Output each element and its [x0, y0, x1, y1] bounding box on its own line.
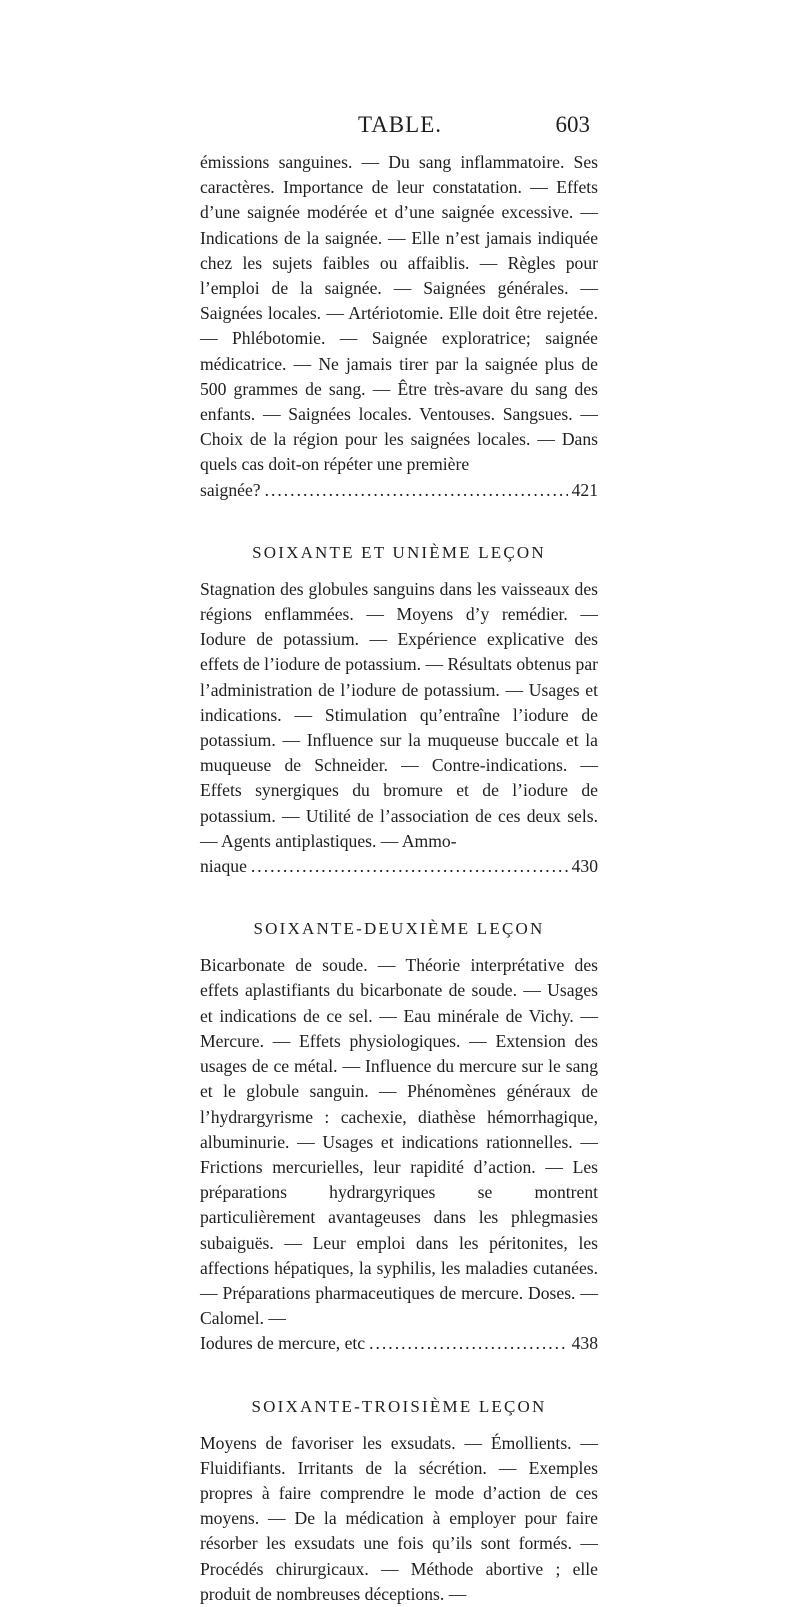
entry-last-line-text: Iodures de mercure, etc [200, 1333, 366, 1354]
entry-page-ref: 438 [571, 1333, 598, 1354]
entry-text: Moyens de favoriser les exsudats. — Émollients. — Fluidifiants. Irritants de la sécrétion. — Exemples propres à faire comprendre le mode d’action de ces moyens. — De la médication à employer pour faire résorber les exsudats une fois qu’ils sont formés. — Procédés chirurgicaux. — Méthode abortive ; elle produit de nombreuses déceptions. — [200, 1432, 598, 1604]
toc-entry-continued [200, 150, 598, 503]
page-number: 603 [555, 112, 590, 137]
entry-text: Stagnation des globules sanguins dans les vaisseaux des régions enflammées. — Moyens d’y remédier. — Iodure de potassium. — Expérience explicative des effets de l’iodure de potassium. — Résultats obtenus par l’administration de l’iodure de potassium. — Usages et indications. — Stimulation qu’entraîne l’iodure de potassium. — Influence sur la muqueuse buccale et la muqueuse de Schneider. — Contre-indications. — Effets synergiques du bromure et de l’iodure de potassium. — Utilité de l’association de ces deux sels. — Agents antiplastiques. — Ammo- [200, 578, 598, 851]
entry-text: Bicarbonate de soude. — Théorie interprétative des effets aplastifiants du bicarbonate de soude. — Usages et indications de ce sel. — Eau minérale de Vichy. — Mercure. — Effets physiologiques. — Extension des usages de ce métal. — Influence du mercure sur le sang et le globule sanguin. — Phénomènes généraux de l’hydrargyrisme : cachexie, diathèse hémorrhagique, albuminurie. — Usages et indications rationnelles. — Frictions mercurielles, leur rapidité d’action. — Les préparations hydrargyriques se montrent particulièrement avantageuses dans les phlegmasies subaiguës. — Leur emploi dans les péritonites, les affections hépatiques, la syphilis, les maladies cutanées. — Préparations pharmaceutiques de mercure. Doses. — Calomel. — [200, 955, 598, 1329]
dot-leader [369, 1331, 568, 1356]
table-of-contents-body [200, 150, 598, 1607]
lesson-heading: SOIXANTE-TROISIÈME LEÇON [251, 1396, 547, 1416]
entry-page-ref: 430 [571, 856, 598, 877]
entry-last-line-text: niaque [200, 856, 247, 877]
toc-entry-lesson-62 [200, 919, 598, 1356]
entry-page-ref: 421 [571, 479, 598, 500]
entry-last-line [200, 478, 598, 503]
entry-last-line [200, 854, 598, 879]
lesson-heading: SOIXANTE-DEUXIÈME LEÇON [253, 919, 545, 939]
toc-entry-lesson-63 [200, 1397, 598, 1607]
entry-text: émissions sanguines. — Du sang inflammatoire. Ses caractères. Importance de leur constatation. — Effets d’une saignée modérée et d’une saignée excessive. — Indications de la saignée. — Elle n’est jamais indiquée chez les sujets faibles ou affaiblis. — Règles pour l’emploi de la saignée. — Saignées générales. — Saignées locales. — Artériotomie. Elle doit être rejetée. — Phlébotomie. — Saignée exploratrice; saignée médicatrice. — Ne jamais tirer par la saignée plus de 500 grammes de sang. — Être très-avare du sang des enfants. — Saignées locales. Ventouses. Sangsues. — Choix de la région pour les saignées locales. — Dans quels cas doit-on répéter une première [200, 152, 598, 475]
entry-last-line-text: saignée? [200, 479, 261, 500]
dot-leader [251, 854, 568, 879]
page-header [0, 112, 800, 144]
lesson-heading: SOIXANTE ET UNIÈME LEÇON [252, 542, 546, 562]
toc-entry-lesson-61 [200, 543, 598, 879]
entry-last-line [200, 1331, 598, 1356]
running-title: TABLE. [357, 112, 442, 137]
dot-leader [265, 478, 568, 503]
